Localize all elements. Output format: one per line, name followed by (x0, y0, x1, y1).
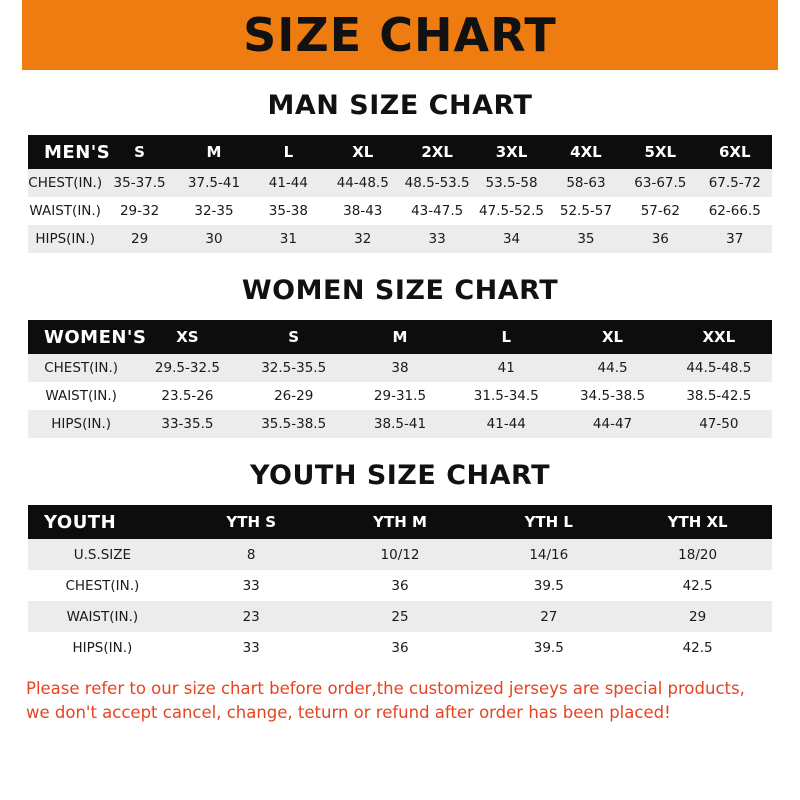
men-chest-l: 41-44 (251, 169, 325, 197)
youth-table-body (28, 539, 772, 663)
men-header-4xl: 4XL (549, 135, 623, 169)
men-chest-3xl: 53.5-58 (474, 169, 548, 197)
women-header-xl: XL (559, 320, 665, 354)
table-row (28, 601, 772, 632)
youth-hips-m: 36 (326, 632, 475, 663)
women-chest-xs: 29.5-32.5 (134, 354, 240, 382)
table-row (28, 354, 772, 382)
men-hips-s: 29 (102, 225, 176, 253)
men-header-3xl: 3XL (474, 135, 548, 169)
youth-section-title: YOUTH SIZE CHART (249, 460, 551, 491)
men-row-chest-label: CHEST(IN.) (28, 169, 102, 197)
men-chest-6xl: 67.5-72 (698, 169, 772, 197)
men-header-xl: XL (326, 135, 400, 169)
youth-size-table (28, 505, 772, 663)
youth-chest-xl: 42.5 (623, 570, 772, 601)
table-row (28, 169, 772, 197)
women-header-m: M (347, 320, 453, 354)
women-hips-l: 41-44 (453, 410, 559, 438)
table-row (28, 410, 772, 438)
youth-header-m: YTH M (326, 505, 475, 539)
youth-ussize-m: 10/12 (326, 539, 475, 570)
youth-waist-l: 27 (474, 601, 623, 632)
content-area (0, 90, 800, 663)
men-waist-5xl: 57-62 (623, 197, 697, 225)
men-hips-l: 31 (251, 225, 325, 253)
women-waist-xxl: 38.5-42.5 (666, 382, 772, 410)
men-header-label: MEN'S (28, 135, 102, 169)
youth-hips-l: 39.5 (474, 632, 623, 663)
youth-header-s: YTH S (177, 505, 326, 539)
women-waist-l: 31.5-34.5 (453, 382, 559, 410)
men-size-table (28, 135, 772, 253)
youth-waist-xl: 29 (623, 601, 772, 632)
men-hips-5xl: 36 (623, 225, 697, 253)
men-header-s: S (102, 135, 176, 169)
women-chest-s: 32.5-35.5 (241, 354, 347, 382)
men-hips-6xl: 37 (698, 225, 772, 253)
youth-table-head (28, 505, 772, 539)
men-row-hips-label: HIPS(IN.) (28, 225, 102, 253)
women-row-chest-label: CHEST(IN.) (28, 354, 134, 382)
women-header-xs: XS (134, 320, 240, 354)
youth-hips-s: 33 (177, 632, 326, 663)
youth-chest-l: 39.5 (474, 570, 623, 601)
women-chest-xxl: 44.5-48.5 (666, 354, 772, 382)
header-band (0, 0, 800, 70)
women-chest-xl: 44.5 (559, 354, 665, 382)
women-waist-m: 29-31.5 (347, 382, 453, 410)
table-header-row (28, 320, 772, 354)
footer-note (0, 677, 800, 725)
youth-header-l: YTH L (474, 505, 623, 539)
men-chest-2xl: 48.5-53.5 (400, 169, 474, 197)
youth-header-xl: YTH XL (623, 505, 772, 539)
men-hips-3xl: 34 (474, 225, 548, 253)
header-left-spacer (0, 0, 22, 70)
men-waist-3xl: 47.5-52.5 (474, 197, 548, 225)
youth-row-hips-label: HIPS(IN.) (28, 632, 177, 663)
men-header-m: M (177, 135, 251, 169)
table-header-row (28, 135, 772, 169)
men-header-6xl: 6XL (698, 135, 772, 169)
women-header-l: L (453, 320, 559, 354)
men-waist-s: 29-32 (102, 197, 176, 225)
women-header-xxl: XXL (666, 320, 772, 354)
men-table-body (28, 169, 772, 253)
youth-hips-xl: 42.5 (623, 632, 772, 663)
women-hips-xl: 44-47 (559, 410, 665, 438)
youth-waist-s: 23 (177, 601, 326, 632)
men-hips-2xl: 33 (400, 225, 474, 253)
men-section-title: MAN SIZE CHART (267, 90, 533, 121)
men-header-l: L (251, 135, 325, 169)
men-chest-m: 37.5-41 (177, 169, 251, 197)
men-waist-6xl: 62-66.5 (698, 197, 772, 225)
men-hips-xl: 32 (326, 225, 400, 253)
youth-waist-m: 25 (326, 601, 475, 632)
women-size-table (28, 320, 772, 438)
youth-ussize-s: 8 (177, 539, 326, 570)
women-table-body (28, 354, 772, 438)
women-chest-m: 38 (347, 354, 453, 382)
men-chest-5xl: 63-67.5 (623, 169, 697, 197)
women-row-waist-label: WAIST(IN.) (28, 382, 134, 410)
table-row (28, 197, 772, 225)
youth-chest-m: 36 (326, 570, 475, 601)
table-row (28, 632, 772, 663)
youth-row-waist-label: WAIST(IN.) (28, 601, 177, 632)
women-chest-l: 41 (453, 354, 559, 382)
women-header-s: S (241, 320, 347, 354)
men-row-waist-label: WAIST(IN.) (28, 197, 102, 225)
men-table-head (28, 135, 772, 169)
table-row (28, 570, 772, 601)
men-waist-2xl: 43-47.5 (400, 197, 474, 225)
page-title: SIZE CHART (243, 8, 557, 62)
youth-row-chest-label: CHEST(IN.) (28, 570, 177, 601)
youth-row-ussize-label: U.S.SIZE (28, 539, 177, 570)
women-section-title: WOMEN SIZE CHART (241, 275, 559, 306)
women-table-head (28, 320, 772, 354)
footer-note-line1: Please refer to our size chart before order,the customized jerseys are special products, (26, 679, 745, 698)
table-row (28, 382, 772, 410)
women-waist-s: 26-29 (241, 382, 347, 410)
youth-chest-s: 33 (177, 570, 326, 601)
table-row (28, 225, 772, 253)
women-row-hips-label: HIPS(IN.) (28, 410, 134, 438)
women-header-label: WOMEN'S (28, 320, 134, 354)
men-hips-m: 30 (177, 225, 251, 253)
header-right-spacer (778, 0, 800, 70)
youth-header-label: YOUTH (28, 505, 177, 539)
men-chest-xl: 44-48.5 (326, 169, 400, 197)
women-waist-xl: 34.5-38.5 (559, 382, 665, 410)
men-chest-s: 35-37.5 (102, 169, 176, 197)
men-header-5xl: 5XL (623, 135, 697, 169)
men-waist-xl: 38-43 (326, 197, 400, 225)
men-waist-4xl: 52.5-57 (549, 197, 623, 225)
men-hips-4xl: 35 (549, 225, 623, 253)
women-hips-xxl: 47-50 (666, 410, 772, 438)
women-hips-m: 38.5-41 (347, 410, 453, 438)
men-waist-l: 35-38 (251, 197, 325, 225)
women-hips-s: 35.5-38.5 (241, 410, 347, 438)
table-row (28, 539, 772, 570)
men-waist-m: 32-35 (177, 197, 251, 225)
men-chest-4xl: 58-63 (549, 169, 623, 197)
table-header-row (28, 505, 772, 539)
youth-ussize-xl: 18/20 (623, 539, 772, 570)
women-hips-xs: 33-35.5 (134, 410, 240, 438)
women-waist-xs: 23.5-26 (134, 382, 240, 410)
footer-note-line2: we don't accept cancel, change, teturn or refund after order has been placed! (26, 702, 671, 722)
men-header-2xl: 2XL (400, 135, 474, 169)
youth-ussize-l: 14/16 (474, 539, 623, 570)
